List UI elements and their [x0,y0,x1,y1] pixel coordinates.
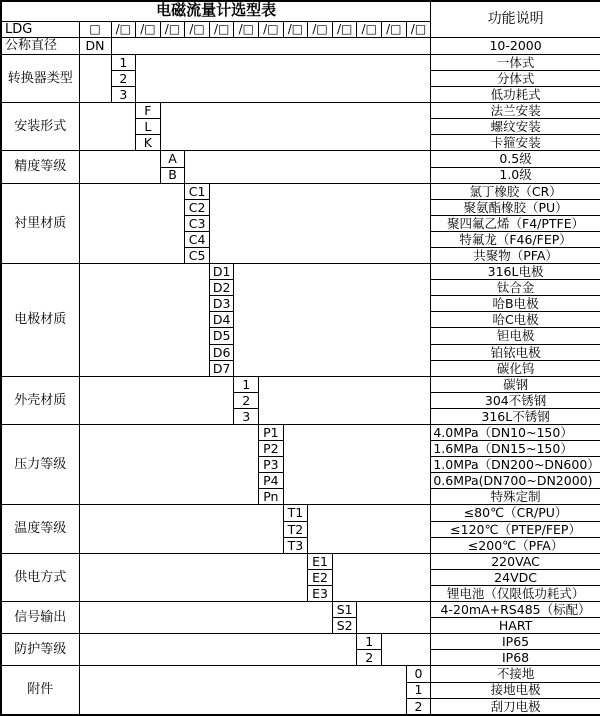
option-desc-cell: 接地电极 [431,682,600,698]
option-desc-cell: ≤120℃（PTEP/FEP） [431,521,600,537]
option-code-cell: 2 [111,70,136,86]
option-desc-cell: 316L不锈钢 [431,408,600,424]
option-desc-cell: 铂铱电极 [431,344,600,360]
option-desc-cell: IP65 [431,634,600,650]
spacer-cell [79,553,308,601]
option-desc-cell: 刮刀电极 [431,698,600,715]
group-label: 温度等级 [1,505,79,553]
model-code-label: LDG [1,21,79,38]
group-label: 信号输出 [1,602,79,634]
option-desc-cell: 0.6MPa(DN700~DN2000) [431,473,600,489]
spacer-cell [79,264,209,377]
option-code-cell: C3 [185,215,210,231]
option-desc-cell: 4.0MPa（DN10~150） [431,425,600,441]
option-code-cell: C5 [185,247,210,263]
spacer-cell [79,376,234,424]
spacer-cell [79,505,283,553]
option-code-cell: 2 [406,698,431,715]
option-code-cell: P2 [259,441,284,457]
spacer-cell [79,666,406,715]
option-desc-cell: 分体式 [431,70,600,86]
group-label: 转换器类型 [1,54,79,102]
option-code-cell: 3 [234,408,259,424]
model-slot-cell: /□ [382,21,407,38]
option-desc-cell: HART [431,618,600,634]
option-desc-cell: 哈C电极 [431,312,600,328]
option-desc-cell: 24VDC [431,569,600,585]
dn-desc: 10-2000 [431,38,600,55]
dn-code: DN [79,38,111,55]
option-desc-cell: 304不锈钢 [431,392,600,408]
option-code-cell: L [136,119,161,135]
spacer-cell [234,264,431,377]
option-desc-cell: 聚四氟乙烯（F4/PTFE） [431,215,600,231]
spacer-cell [259,376,431,424]
group-label: 防护等级 [1,634,79,666]
model-slot-cell: /□ [332,21,357,38]
option-code-cell: 2 [357,650,382,666]
option-desc-cell: 钽电极 [431,328,600,344]
model-slot-cell: /□ [259,21,284,38]
model-slot-cell: /□ [160,21,185,38]
spacer-cell [185,151,431,183]
option-code-cell: S2 [332,618,357,634]
option-desc-cell: 碳化钨 [431,360,600,376]
option-code-cell: C4 [185,231,210,247]
group-label: 外壳材质 [1,376,79,424]
spacer-cell [382,634,431,666]
group-label: 精度等级 [1,151,79,183]
option-code-cell: 2 [234,392,259,408]
option-desc-cell: 氯丁橡胶（CR） [431,183,600,199]
option-code-cell: S1 [332,602,357,618]
option-code-cell: P1 [259,425,284,441]
model-slot-cell: /□ [209,21,234,38]
option-code-cell: B [160,167,185,183]
option-code-cell: T3 [283,537,308,553]
option-desc-cell: 螺纹安装 [431,119,600,135]
option-desc-cell: 碳钢 [431,376,600,392]
spacer-cell [79,183,185,263]
group-label: 附件 [1,666,79,715]
option-desc-cell: 哈B电极 [431,296,600,312]
option-code-cell: 1 [111,54,136,70]
spacer-cell [209,183,430,263]
model-slot-cell: /□ [357,21,382,38]
option-desc-cell: 不接地 [431,666,600,682]
group-label: 压力等级 [1,425,79,505]
option-desc-cell: 220VAC [431,553,600,569]
spacer-cell [332,553,430,601]
option-desc-cell: 共聚物（PFA） [431,247,600,263]
spacer-cell [79,151,160,183]
spacer-cell [357,602,431,634]
option-desc-cell: 锂电池（仅限低功耗式） [431,585,600,601]
model-slot-cell: /□ [185,21,210,38]
spacer-cell [79,634,357,666]
option-desc-cell: ≤80℃（CR/PU） [431,505,600,521]
model-slot-cell: /□ [234,21,259,38]
option-code-cell: 3 [111,87,136,103]
option-code-cell: D6 [209,344,234,360]
option-desc-cell: IP68 [431,650,600,666]
model-box-cell: □ [79,21,111,38]
spacer-cell [308,505,431,553]
option-desc-cell: 0.5级 [431,151,600,167]
function-description-header: 功能说明 [431,1,600,38]
option-code-cell: P4 [259,473,284,489]
option-code-cell: A [160,151,185,167]
option-code-cell: E3 [308,585,333,601]
option-code-cell: D7 [209,360,234,376]
group-label: 安装形式 [1,103,79,151]
model-slot-cell: /□ [136,21,161,38]
option-code-cell: D2 [209,280,234,296]
option-desc-cell: 特氟龙（F46/FEP） [431,231,600,247]
option-desc-cell: 1.6MPa（DN15~150） [431,441,600,457]
spacer-cell [283,425,431,505]
dn-label: 公称直径 [1,38,79,55]
model-slot-cell: /□ [283,21,308,38]
spacer-cell [111,38,431,55]
spacer-cell [79,54,111,102]
spacer-cell [79,602,332,634]
option-code-cell: T2 [283,521,308,537]
option-code-cell: D5 [209,328,234,344]
option-desc-cell: 4-20mA+RS485（标配） [431,602,600,618]
option-code-cell: E2 [308,569,333,585]
spacer-cell [79,425,259,505]
option-code-cell: 1 [234,376,259,392]
spacer-cell [79,103,136,151]
option-code-cell: D4 [209,312,234,328]
option-code-cell: E1 [308,553,333,569]
option-code-cell: 1 [357,634,382,650]
option-code-cell: Pn [259,489,284,505]
option-code-cell: T1 [283,505,308,521]
group-label: 电极材质 [1,264,79,377]
group-label: 衬里材质 [1,183,79,263]
option-desc-cell: 钛合金 [431,280,600,296]
option-code-cell: C2 [185,199,210,215]
option-desc-cell: 一体式 [431,54,600,70]
option-desc-cell: 低功耗式 [431,87,600,103]
option-code-cell: F [136,103,161,119]
option-desc-cell: ≤200℃（PFA） [431,537,600,553]
option-code-cell: K [136,135,161,151]
option-code-cell: D1 [209,264,234,280]
option-code-cell: D3 [209,296,234,312]
option-desc-cell: 聚氨酯橡胶（PU） [431,199,600,215]
spacer-cell [160,103,431,151]
spacer-cell [136,54,431,102]
option-desc-cell: 卡箍安装 [431,135,600,151]
option-desc-cell: 1.0级 [431,167,600,183]
model-slot-cell: /□ [406,21,431,38]
option-code-cell: 1 [406,682,431,698]
group-label: 供电方式 [1,553,79,601]
model-slot-cell: /□ [308,21,333,38]
option-desc-cell: 316L电极 [431,264,600,280]
table-title: 电磁流量计选型表 [1,1,431,21]
model-slot-cell: /□ [111,21,136,38]
option-code-cell: C1 [185,183,210,199]
option-code-cell: 0 [406,666,431,682]
option-desc-cell: 1.0MPa（DN200~DN600） [431,457,600,473]
option-code-cell: P3 [259,457,284,473]
option-desc-cell: 法兰安装 [431,103,600,119]
option-desc-cell: 特殊定制 [431,489,600,505]
